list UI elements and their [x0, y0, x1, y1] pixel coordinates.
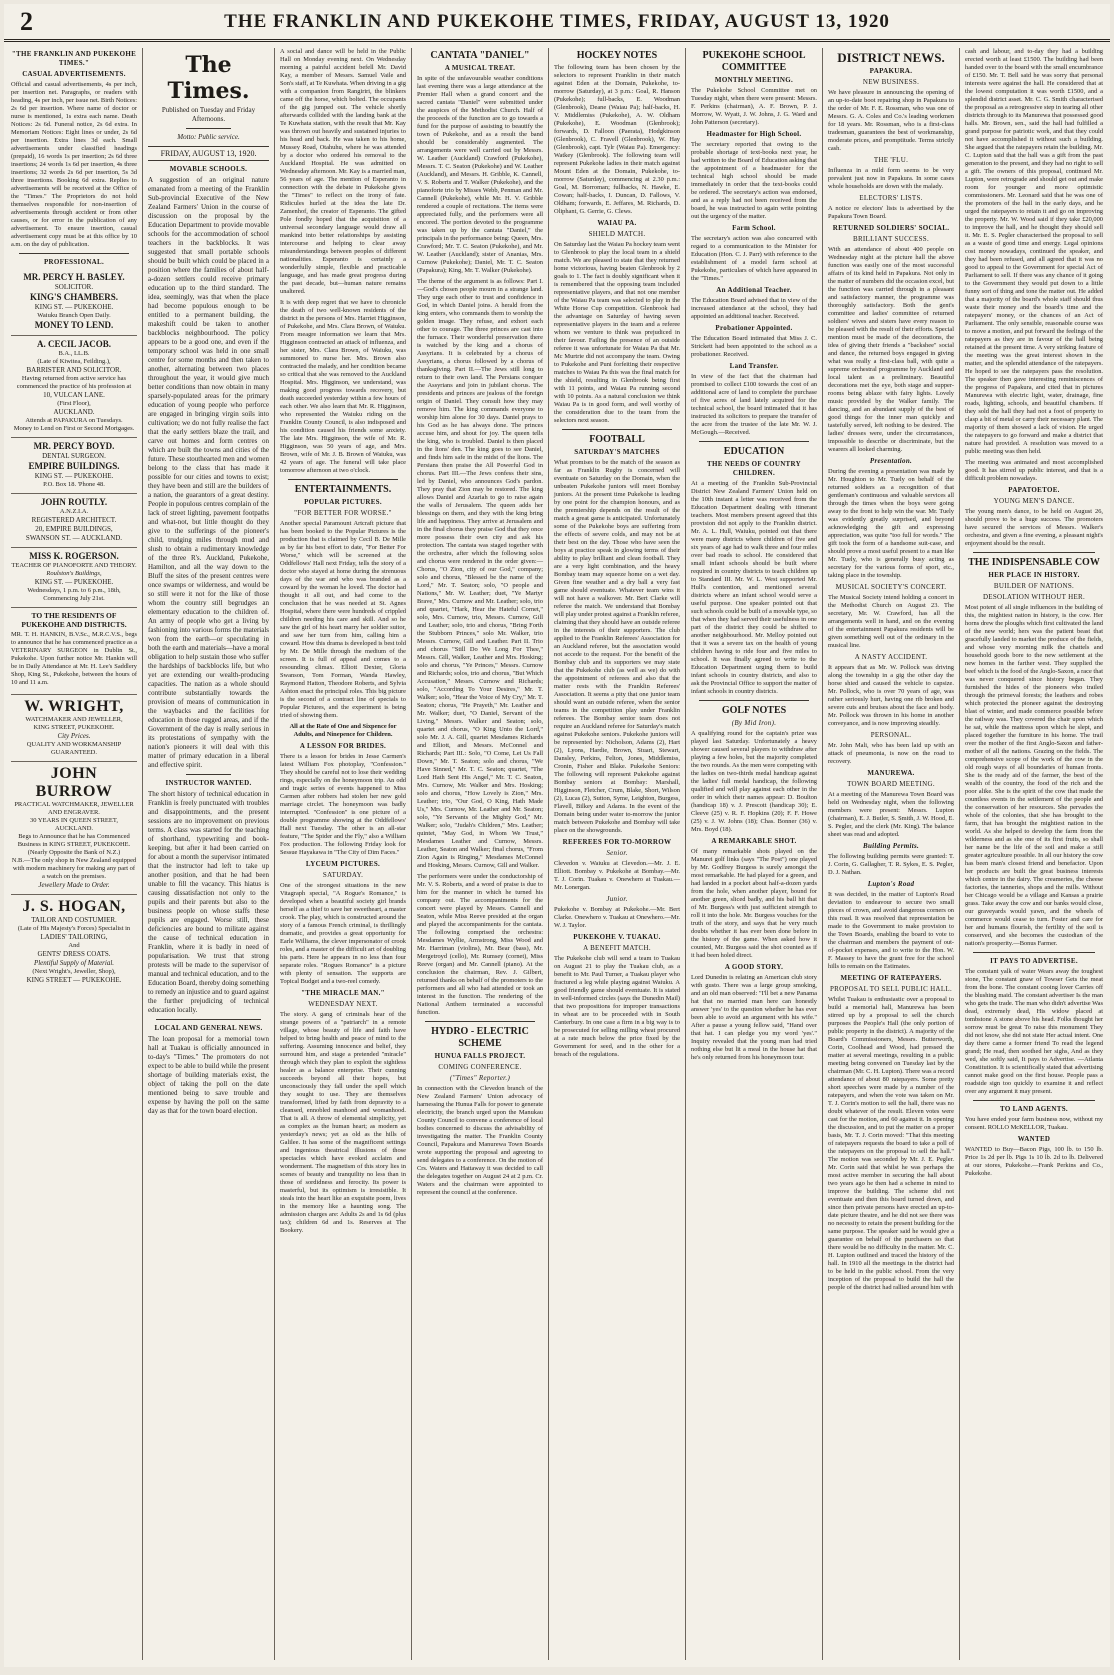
professional-head: PROFESSIONAL.	[43, 258, 105, 266]
for-better-heading: "FOR BETTER FOR WORSE."	[294, 509, 392, 517]
district-news-heading: DISTRICT NEWS.	[837, 50, 945, 65]
monthly-meeting-heading: MONTHLY MEETING.	[714, 76, 794, 84]
advertise-text: The constant yalk of water Wears away the toughest stone, The constant gnaw of Towser Gets the meat from the bone. The constant cooing lover Carries off the blushing maid. The constant advertiser Is the man who gets the trade. The man who didn't advertise Was dead, extremely dead, His widow placed at tombstone A stone above his head. Folks thought her sorrow must be great To raise this monument They did not know, she did not state Her actual intent. One day there came a former friend To read the legend grand; He read, then soothed her sighs, And as they wed, she softly said, It pays to Advertise. —Atlanta Constitution. It is scientifically stated that advertising cannot make good on the first house. People pass a roadside sign too quickly to examine it and reflect over any argument it may present.	[965, 968, 1103, 1095]
instructor-heading: INSTRUCTOR WANTED.	[165, 779, 252, 787]
casual-ads-head: CASUAL ADVERTISEMENTS.	[22, 70, 126, 78]
electors-lists-heading: ELECTORS' LISTS.	[859, 194, 923, 202]
senior-heading: Senior.	[606, 849, 628, 857]
probationer-text: The Education Board intimated that Miss J. C. Strickett had been appointed to the school as a probationer. Received.	[691, 335, 817, 358]
manurewa-heading: MANUREWA.	[867, 769, 915, 777]
additional-teacher-text: The Education Board advised that in view of the increased attendance at the school, they had appointed an additional teacher. Received.	[691, 297, 817, 320]
golf-text: A qualifying round for the captain's prize was played last Saturday. Unfortunately a heavy shower caused several players to withdraw after playing a few holes, but the majority completed the two rounds. As the men were competing with the ladies on two-thirds medal handicap against the ladies' full medal handicap, the following qualified and will play against each other in the order in which their names appear: D. Boulton (handicap 18) v. J. Prescott (handicap 30); E. Cleeve (25) v. R. F. Hopkins (20); F. F. Howe (25) v. J. W. Johns (18); Chas. Bonner (36) v. Mrs. Boyd (18).	[691, 730, 817, 833]
new-business-text: We have pleasure in announcing the opening of an up-to-date boot repairing shop in Papakura to the order of Mr. F. E. Rossman, who was one of Messrs. G. A. Coles and Co.'s leading workmen for 18 years. Mr. Rossman, who is a first-class tradesman, guarantees the best of workmanship, moderate prices, and promptitude. Terms strictly cash.	[828, 89, 954, 152]
soldiers-social-text: With an attendance of about 400 people on Wednesday night at the picture hall the above function was easily one of the most successful affairs of its kind held in Papakura. Not only in the matter of numbers did the occasion excel, but the function was carried through in a pleasant and satisfactory manner, the programme was thoroughly satisfactory. Both the gent's committee and ladies' committee of returned soldiers' wives and sisters have every reason to be pleased with the result of their efforts. Special mention must be made of the decorations, the idea of giving their friends a "backshee" social and dance, the returned boys engaged in giving what was really a first-class ball, with quite a supreme orchestral programme by Auckland and local talent as a preliminary. Beautiful decorations met the eye, both stage and supper-rooms being ablaze with fairy lights. Lovely music provided by the Walker family. The dancing, and an abundant supply of the best of good things for the inner man quickly and tastefully served, left nothing to be desired. The ladies' dresses were, under the circumstances, impossible to describe or discriminate, but the wearers all looked charming.	[828, 246, 954, 453]
editorial-text: A suggestion of an original nature emanated from a meeting of the Franklin Sub-provincial Executive of the New Zealand Farmers' Union in the course of discussion on the proposal by the Education Department to provide movable schools for the accommodation of school teachers in the backblocks. It was suggested that small portable schools should be built which could be placed in a position where the families of about half-a-dozen settlers could receive primary education up to the third standard. The idea, seemingly, was that when the place had become populous enough to be entitled to a permanent building, the makeshift could be taken to another backblocks neighbourhood. The policy appears to be a good one, and even if the temporary school was held in one small centre for some months and then taken to another, alternating between two places throughout the year, it would give much better conditions than now obtain in many sparsely-populated areas for the primary education of young people who perforce are engaged in bringing virgin soils into cultivation; we do not fully realise the fact that the early settlers blaze the trail, and carve out homes and form centres on which are built the towns and cities of the future. These stouthearted men and women belong to the class that has made it possible for our cities and towns to exist; they have been and still are the builders of a nation, the guarantors of a great destiny. People in populous centres complain of the lack of street lighting, pavement footpaths and what-not, but little thought do they give to the sufferings of the pioneer's child, trudging miles through mud and slush to obtain a rudimentary knowledge of the three R's. Auckland, Pukekohe, Hamilton, and all the way down to the Bluff the sites of the present centres were once swamps or wilderness, and would be so still were it not for the like of those whom the country still begrudges an elementary education to the children of. An army of people who get a living by fashioning into various forms the materials won from the earth—or speculating in both the earth and materials—have a moral obligation to help sustain those who suffer the hardships of backblocks life, but who yet are extending our wealth-producing capacities. The nation as a whole should contribute substantially towards the provision of means of communication in the waybacks and the facilities for education in those rugged areas, and if the Government of the day is really serious in its protestations of sympathy with the nation's pioneers it will deal with this matter of primary education in a liberal and effective spirit.	[148, 176, 269, 769]
divider	[973, 1100, 1095, 1101]
electors-lists-text: A notice re electors' lists is advertised by the Papakura Town Board.	[828, 205, 954, 220]
hydro-conference: COMING CONFERENCE.	[438, 1063, 522, 1071]
land-agents-text: You have ended your farm business now, without my consent. ROLLO McKELLOR, Tuakau.	[965, 1116, 1103, 1131]
land-transfer-heading: Land Transfer.	[729, 362, 779, 370]
musical-society-heading: MUSICAL SOCIETY'S CONCERT.	[835, 583, 947, 591]
divider	[562, 429, 672, 430]
ad-basley: MR. PERCY H. BASLEY. SOLICITOR. KING'S CHAMBERS. KING ST. — PUKEKOHE. Waiuku Branch Open Daily. MONEY TO LEND.	[11, 269, 137, 336]
cantata-heading: CANTATA "DANIEL"	[430, 50, 530, 61]
wanted-heading: WANTED	[1017, 1135, 1051, 1143]
hydro-heading: HYDRO - ELECTRIC SCHEME	[431, 1026, 529, 1049]
times-notice-head: "THE FRANKLIN AND PUKEKOHE TIMES."	[11, 50, 137, 67]
column-8	[960, 48, 1108, 1660]
personal-text: Mr. John Mali, who has been laid up with an attack of pneumonia, is now on the road to recovery.	[828, 742, 954, 765]
papatoetoe-heading: PAPATOETOE.	[1008, 486, 1060, 494]
education-heading: EDUCATION	[723, 446, 785, 457]
masthead	[4, 4, 1110, 42]
town-board-text: At a meeting of the Manurewa Town Board was held on Wednesday night, when the following members were present: Messrs. Lupton (chairman), E. J. Butler, S. Smith, J. W. Hood, E. S. Pegler, and the clerk (Mr. King). The balance sheet was read and adopted.	[828, 791, 954, 838]
building-permits-text: The following building permits were granted: T. J. Corin, G. Gallagher, T. R. Sykes, E. S. Pegler, D. J. Nathan.	[828, 853, 954, 876]
meeting-summary: The meeting was animated and most accomplished good. It has stirred up public interest, and that is a difficult problem nowadays.	[965, 459, 1103, 482]
nasty-accident-heading: A NASTY ACCIDENT.	[854, 653, 928, 661]
masthead-title: THE FRANKLIN AND PUKEKOHE TIMES, FRIDAY, AUGUST 13, 1920	[224, 10, 890, 32]
page-number: 2	[20, 6, 33, 36]
admission-note: All at the Rate of One and Sixpence for Adults, and Ninepence for Children.	[289, 723, 397, 738]
popular-pictures-heading: POPULAR PICTURES.	[304, 498, 382, 506]
brilliant-success-heading: BRILLIANT SUCCESS.	[852, 235, 930, 243]
desolation-heading: DESOLATION WITHOUT HER.	[982, 593, 1086, 601]
divider	[973, 952, 1095, 953]
ratepayers-heading: MEETING OF RATEPAYERS.	[840, 974, 942, 982]
good-story-heading: A GOOD STORY.	[724, 963, 784, 971]
football-heading: FOOTBALL	[589, 434, 645, 445]
nasty-accident-text: It appears that as Mr. W. Pollock was driving along the township in a gig the other day the horse shied and caused the vehicle to capsize. Mr. Pollock, who is over 70 years of age, was rather seriously hurt, having one rib broken and severe cuts and bruises about the face and body. Mr. Pollock was thrown in his home in another conveyance, and is now improving steadily.	[828, 664, 954, 727]
ad-rogerson: MISS K. ROGERSON. TEACHER OF PIANOFORTE AND THEORY. Roulston's Buildings, KING ST. — PUKEKOHE. Wednesdays, 1 p.m. to 6 p.m., 18th, Commencing July 21st.	[11, 548, 137, 608]
headmaster-text: The secretary reported that owing to the probable shortage of text-books next year, he had written to the Board of Education asking that the appointment of a headmaster for the technical high school should be made immediately in order that the text-books could be ordered. The secretary's action was endorsed, and as a reply had not been received from the board, he was instructed to again write pointing out the urgency of the matter.	[691, 141, 818, 220]
young-mens-dance-text: The young men's dance, to be held on August 26, should prove to be a huge success. The promoters have secured the services of Messrs. Walker's orchestra, and given a fine evening, a pleasant night's enjoyment should be the result.	[965, 508, 1103, 547]
editorial-heading: MOVABLE SCHOOLS.	[169, 165, 248, 173]
presentation-heading: Presentation.	[869, 457, 913, 465]
lyceum-text: One of the strongest situations in the new Vitagraph special, "A Rogue's Romance," is developed when a beautiful society girl brands herself as a thief to save her sweetheart, a master crook. The play, which is constructed around the story of a famous French criminal, is thrillingly dramatic, and provides a great opportunity for Earle Williams, the clever impersonator of crook roles, and a master of the difficult art of doubling his parts. Here he appears in no less than four separate roles. "Rogues Romance" is a picture with plenty of sensation. The supports are Topical Budget and a two-reel comedy.	[280, 882, 406, 985]
column-4	[412, 48, 549, 1660]
golf-byline: (By Mid Iron).	[731, 719, 777, 727]
football-subheading: SATURDAY'S MATCHES	[574, 448, 660, 456]
hockey-text: The following team has been chosen by the selectors to represent Franklin in their match against Eden at the Domain, Pukekohe, to-morrow (Saturday), at 3 p.m.: Goal, R. Hanson (Pukekohe); full-backs, E. Woodman (Glenbrook), Deane (Waiau Pa); half-backs, H. V. Middlemiss (Pukekohe), A. W. Oldham (Pukekohe), E. Woodman (Glenbrook); forwards, D. Falloon (Paerata), Hodgkinson (Glenbrook), C. Fravell (Glenbrook), W. Hay (Glenbrook), capt. Tylr (Waiau Pa). Emergency: Watkey (Glenbrook). The following team will represent Pukekohe ladies in their match against Mount Eden at the Domain, Pukekohe, to-morrow (Saturday), commencing at 2.30 p.m.: Goal, M. Borroman; fullbacks, N. Hawke, E. Cowan; half-backs, I. Duncan, D. Fallows, V. Oldham; forwards, E. Jeffares, M. Richards, D. Oliphant, G. Gerrie, G. Clews.	[554, 64, 680, 215]
ad-wright: W. WRIGHT, WATCHMAKER AND JEWELLER, KING STREET, PUKEKOHE. City Prices. QUALITY AND WORKMANSHIP GUARANTEED.	[11, 695, 137, 762]
land-agents-heading: TO LAND AGENTS.	[1000, 1105, 1068, 1113]
education-subheading: THE NEEDS OF COUNTRY CHILDREN.	[707, 460, 801, 477]
editorial-date: FRIDAY, AUGUST 13, 1920.	[148, 146, 269, 161]
hockey-heading: HOCKEY NOTES	[576, 50, 658, 61]
local-news-text: The loan proposal for a memorial town hall at Tuakau is officially announced in to-day's "Times." The promoters do not expect to be able to build while the present shortage of building materials exist, the object of taking the poll on the date mentioned being to save trouble and expense by having the poll on the same day as that for the town board election.	[148, 1035, 269, 1115]
ad-veterinary-notice: TO THE RESIDENTS OF PUKEKOHE AND DISTRICTS. MR. T. H. HANKIN, B.V.Sc., M.R.C.V.S., begs to announce that he has commenced practice as a VETERINARY SURGEON in Dublin St., Pukekohe. Upon further notice Mr. Hankin will be in Daily Attendance at Mr. H. Lee's Saddlery Shop, King St., Pukekohe, between the hours of 10 and 11 a.m.	[11, 608, 137, 695]
junior-referees: Pukekohe v. Bombay at Pukekohe.—Mr. Bert Clarke. Onewhero v. Tuakau at Onewhero.—Mr. W. J. Taylor.	[554, 906, 680, 929]
golf-heading: GOLF NOTES	[721, 705, 787, 716]
benefit-heading: PUKEKOHE V. TUAKAU.	[573, 933, 661, 941]
lesson-brides-heading: A LESSON FOR BRIDES.	[299, 742, 387, 750]
divider	[186, 128, 231, 129]
lyceum-heading: LYCEUM PICTURES.	[305, 860, 381, 868]
presentation-text: During the evening a presentation was made by Mr. Houghton to Mr. Tuely on behalf of the returned soldiers as a recognition of that gentleman's continuous and valuable services all through the times when the boys were going away to the front to help win the war. Mr. Tuely was evidently greatly surprised, and beyond acknowledging the gift and expressing appreciation, was quite "too full for words." The gift took the form of a handsome suit-case, and should prove a most useful present to a man like Mr. Tuely, who is generally busy acting as secretary for the various forms of sport, etc., taking place in the township.	[828, 468, 954, 579]
newspaper-page	[4, 4, 1110, 1667]
benefit-text: The Pukekohe club will send a team to Tuakau on August 21 to play the Tuakau club, as a benefit to Mr. Paul Turner, a Tuakau player who fractured a leg while playing against Waiuku. A good friendly game should eventuate. It is stated in well-informed circles (says the Dunedin Mail) that two propositions for improper transactions in wheat are to be proceeded with in South Canterbury. In one case a firm in a big way is to be prosecuted for selling milling wheat procured at a rate much below the price fixed by the Government for seed, and in the other for a breach of the regulations.	[554, 955, 680, 1058]
musical-society-text: The Musical Society intend holding a concert in the Methodist Church on August 23. The secretary, Mr. W. Crawford, has all the arrangements well in hand, and on the evening of the entertainment Papakura residents will be given something well out of the ordinary in the musical line.	[828, 594, 954, 649]
miracle-man-text: The story. A gang of criminals hear of the strange powers of a "patriarch" in a remote village, whose beauty of life and faith have helped to bring health and peace of mind to the suffering. Assuming innocence and belief, they surround him, and stage a pretended "miracle" through which they plan to exploit the sightless healer as a balance enterprise. Their cunning succeeds beyond all their hopes, but unconsciously they fall under the spell which they sought to use. They are themselves transformed, lifted by faith from depravity to a cleansed, ennobled manhood and womanhood. That is all. A throw of elemental simplicity, yet as complex as the human heart; as modern as yesterday's news; yet as old as the hills of Galilee. It has some of the magnificent settings and ingenious theatrical illusions of those spectacles which have evoked acclaim and wonderment. The magnetism of this story lies in scenes of beauty and tranquility no less than in those of sordidness and ferocity. Its power is masterful, but its optimism is irresistible. It steals into the heart like an exquisite poem, lives in the memory like a haunting song. The admission charges are: Adults 2s and 1s 6d (plus tax); children 6d and 1s. Reserves at The Bookery.	[280, 1011, 406, 1234]
casual-ads-text: Official and casual advertisements, 4s per inch, per insertion net. Paragraphs, or readers with heading, 4s per inch, per issue net. Birth Notices: 2s 6d per insertion. Where name of doctor or nurse is mentioned, 1s extra each name. Death Notices: 2s 6d. Funeral notice, 2s 6d extra. In Memoriam Notices: Eight lines or under, 2s 6d per insertion. Extra lines 3d each. Small advertisements under classified headings (prepaid), 16 words 1s per insertion; 2s 6d three insertions; 24 words 1s 6d per insertion, 4s three insertions; 32 words 2s 6d per insertion, 5s 3d three insertions. Booking 6d extra. Replies to advertisements will be received at the Office of the "Times." The Proprietors do not hold themselves responsible for non-insertion of advertisements through accident or from other causes, or for error in the publication of any advertisement. To ensure insertion, casual advertisement copy must be at this office by 10 a.m. on the day of publication.	[11, 81, 137, 248]
popular-pictures-text: Another special Paramount Artcraft picture that has been booked to the Popular Pictures is the production that is claimed by Cecil B. De Mille as by far his best effort to date, "For Better For Worse," which will be screened at the Oddfellows' Hall next Friday, tells the story of a doctor who stayed at home during the strenuous days of the war and who was branded as a coward by the woman he loved. The doctor had thought it all out, and had come to the conclusion that he was needed at St. Agnes Hospital, where there were hundreds of crippled children needing his care and skill. And so he saw the girl of his heart marry her soldier suitor, and saw her turn from him, calling him a coward. How this drama is developed is best told by Mr. De Mille through the medium of the screen. It is full of appeal and comes to a resounding climax. Elliott Dexter, Gloria Swanson, Tom Forman, Wanda Hawley, Raymond Hatton, Theodore Roberts, and Sylvia Ashton enact the principal roles. This big picture is the second of a contract line of specials to Popular Pictures, and the experiment is being tried of showing them.	[280, 520, 406, 719]
entertainments-heading: ENTERTAINMENTS.	[294, 484, 392, 495]
new-business-heading: NEW BUSINESS.	[862, 78, 920, 86]
luptons-road-heading: Lupton's Road	[867, 880, 915, 888]
good-story-text: Lord Dunedin is relating an American club story with gusto. There was a large group smoking, and an old man observed: "I'll bet a new Panama hat that no married man here can honestly answer 'yes' to the question whether he has ever been able to avoid an argument with his wife." After a pause a young fellow said, "Hand over that hat. I can pledge you my word 'yes'." Inquiry revealed that the young man had tried nothing else but lit a meal in the house hat that he's only returned from his honeymoon tour.	[691, 974, 817, 1061]
benefit-subheading: A BENEFIT MATCH.	[583, 944, 651, 952]
times-logo: The Times.	[167, 52, 250, 104]
ad-hogan: J. S. HOGAN, TAILOR AND COSTUMIER. (Late of His Majesty's Forces) Specialist in LADIES' TAILORING, And GENTS' DRESS COATS. Plentiful Supply of Material. (Next Wright's, Jeweller, Shop), KING STREET — PUKEKOHE.	[17, 898, 131, 984]
hydro-reporter: ("Times" Reporter.)	[449, 1074, 511, 1082]
farm-school-text: The secretary's action was also concurred with regard to a communication to the Minister for Education (Hon. C. J. Parr) with reference to the establishment of a model farm school at Pukekohe, particulars of which have appeared in the "Times."	[691, 235, 817, 282]
additional-teacher-heading: An Additional Teacher.	[716, 286, 792, 294]
column-1	[6, 48, 143, 1660]
shield-match-heading: SHIELD MATCH.	[588, 230, 646, 238]
column-7	[823, 48, 960, 1660]
miracle-man-day: WEDNESDAY NEXT.	[308, 1000, 378, 1008]
papakura-heading: PAPAKURA.	[869, 67, 913, 75]
school-committee-text: The Pukekohe School Committee met on Tuesday night, when there were present: Messrs. F. Perkins (chairman), A. F. Brown, P. J. Morrow, W. Wyatt, J. W. Johns, J. G. Ward and John Patterson (secretary).	[691, 87, 817, 126]
divider	[288, 479, 398, 480]
builder-nations-heading: BUILDER OF NATIONS.	[993, 582, 1075, 590]
farm-school-heading: Farm School.	[732, 224, 776, 232]
publication-days: Published on Tuesday and Friday Afternoons.	[161, 106, 256, 123]
cow-heading: THE INDISPENSABLE COW	[968, 557, 1100, 568]
ad-burrow: JOHN BURROW PRACTICAL WATCHMAKER, JEWELLER AND ENGRAVER. 30 YEARS IN QUEEN STREET, AUCKLAND. Begs to Announce that he has Commenced Business in KING STREET, PUKEKOHE. (Nearly Opposite the Bank of N.Z.) N.B.—The only shop in New Zealand equipped with modern machinery for making any part of a watch on the premises. Jewellery Made to Order.	[11, 762, 137, 895]
lesson-brides-text: There is a lesson for brides in Jesse Carmen's latest William Fox photoplay, "Confession." They should be careful not to lose their wedding rings, especially on the honeymoon trip. An odd and tragic series of events happened to Miss Carmen after robbers had stolen her new gold marriage circlet. The honeymoon was badly interrupted. "Confession" is one picture of a double programme showing at the Oddfellows' Hall next Tuesday. The other is an all-star feature, "The Spider and the Fly," also a William Fox production. The following Friday look for Sessue Hayakawa in "The City of Dim Faces."	[280, 753, 406, 856]
flu-heading: THE 'FLU.	[873, 156, 909, 164]
column-6	[686, 48, 823, 1660]
column-2	[143, 48, 275, 1660]
school-committee-heading: PUKEKOHE SCHOOL COMMITTEE	[702, 50, 806, 73]
probationer-heading: Probationer Appointed.	[715, 324, 793, 332]
ad-routly: JOHN ROUTLY. A.N.Z.I.A. REGISTERED ARCHITECT. 20, EMPIRE BUILDINGS, SWANSON ST. — AUCKLAND.	[11, 494, 137, 548]
waiau-pa-text: On Saturday last the Waiau Pa hockey team went to Glenbrook to play the local team in a shield match. We are pleased to state that they returned home victorious, having beaten Glenbrook by 2 goals to 1. The fact is doubly significant when it is remembered that the opposing team included representative players, and that not one member of the Waiau Pa team was selected to play in the White Horse Cup competition. Glenbrook had the advantage on Saturday of having seven representative players in the team and a referee whom we venture to think was prejudiced in their favour. Failing the presence of an outside referee it was unfortunate for Waiau Pa that Mr. Mc Murtrie did not accompany the team. Owing to Pukekohe and Puni forfeiting their respective matches to Waiau Pa this was the final match for the shield, resulting in Glenbrook being first with 11 points, and Waiau Pa running second with 10 points. As a natural conclusion we think Waiau Pa is in good form, and well worthy of the consideration due to the team from the selectors next season.	[554, 241, 680, 424]
local-news-continued: A social and dance will be held in the Public Hall on Monday evening next. On Wednesday morning a painful accident befell Mr. David Kay, a member of Messrs. Samuel Vaile and Son's staff, at Te Kuwhata. When driving in a gig with a companion from Rangiriri, the blinkers came off the horse, which bolted. The occupants of the gig jumped out. The vehicle shortly afterwards collided with the landing bank at the Te Kuwhata station, with the result that Mr. Kay was thrown out heavily and sustained injuries to his head and back. He was taken to his home, Mussey Road, Otahuhu, where he was attended by a doctor who ordered his removal to the Auckland Hospital. He was admitted on Wednesday afternoon. Mr. Kay is a married man, 56 years of age. The mention of Esperanto in connection with the debate in Pukekohe gives the "Times" to reflect on the irony of fate. Ridicules hurled at the idea the late Dr. Zamenhof, the creator of Esperanto. The gifted Pole fondly hoped that the acquisition of a universal secondary language would draw all mankind into better relationships by assisting intercourse and helping to clear away misunderstandings between peoples of different nationalities. Esperanto is certainly a wonderfully simple, flexible and practicable language, and has made great progress during the past decade, but—human nature remains unaltered.	[280, 48, 406, 295]
divider	[973, 552, 1095, 553]
flu-text: Influenza in a mild form seems to be very prevalent just now in Papakura. In some cases whole households are down with the malady.	[828, 167, 954, 190]
football-text: What promises to be the match of the season as far as Franklin Rugby is concerned will eventuate on Saturday on the Domain, when the unbeaten Pukekohe juniors will meet Bombay juniors. At the present time Pukekohe is leading by one point for the champion honours, and as the premiership depends on the result of the match a great game is anticipated. Unfortunately some of the Pukekohe boys are suffering from the effects of severe colds, and may not be at their best on the day. Those who have seen the boys at practice speak in glowing terms of their ability to play brilliant and clean football. They are a very light combination, and the heavy Bombay team may squeeze home on a wet day. Given fine weather and a dry ball a very fast game should eventuate. Whatever team wins it will not have a walkover. Mr. Bert Clarke will referee the match. We understand that Bombay will play under protest against a Franklin referee, claiming that they should have an outside referee in the interests of their supporters. The club applied to the Franklin Referees' Association for an Auckland referee, but the association would not accede to the request. For the benefit of the Bombay club and its supporters we may state that the Pukekohe club (as well as we) do with the appointment of referees and also that the matter rests with the Franklin Referees' Association. It seems a pity that one junior team should want an outside referee, when the senior teams in the competition play under Franklin referees. The Bombay senior team does not require an Auckland referee for Saturday's match against Pukekohe seniors. Pukekohe juniors will be represented by: Nicholson, Adams (2), Hart (2), Lyons, Hardie, Brown, Stuart, Stewart, Dansley, Perkins, Felton, Jones, Middlemiss, Cronin, Fisher and Blake. Pukekohe Seniors: The following will represent Pukekohe against Bombay seniors at Bombay: Marshall, Higginson, Fletcher, Crum, Blake, Short, Wilson (2), Lucas (2), Sutton, Syme, Leighton, Burgess, Flavell, Bilkey and Adams. In the event of the Domain being under water to-morrow the junior match between Pukekohe and Bombay will take place on the showgrounds.	[554, 459, 680, 834]
wanted-text: WANTED to Buy—Bacon Pigs, 100 lb. to 150 lb. Price 1s 2d per lb. Pigs 1s 10 lb. 2d to lb. Delivered at our stores, Pukekohe.—Frank Perkins and Co., Pukekohe.	[965, 1146, 1103, 1177]
headmaster-heading: Headmaster for High School.	[706, 130, 802, 138]
senior-referees: Clevedon v. Waiuku at Clevedon.—Mr. J. E. Elliott. Bombay v. Pukekohe at Bombay.—Mr. T. J. Corin. Tuakau v. Onewhero at Tuakau.—Mr. Lonergan.	[554, 860, 680, 891]
waiau-pa-heading: WAIAU PA.	[597, 219, 637, 227]
local-news-heading: LOCAL AND GENERAL NEWS.	[154, 1024, 263, 1032]
divider	[425, 1021, 535, 1022]
ad-jacob: A. CECIL JACOB. B.A., LL.B. (Late of Kiwitea, Feilding.), BARRISTER AND SOLICITOR. Having returned from active service has commenced the practice of his profession at 10, VULCAN LANE. (First Floor), AUCKLAND. Attends at PAPAKURA on Tuesdays. Money to Lend on First or Second Mortgages.	[11, 336, 137, 438]
cantata-subheading: A MUSICAL TREAT.	[444, 64, 516, 72]
luptons-road-text: It was decided, in the matter of Lupton's Road deviation to endeavour to secure two small pieces of crown, and avoid dangerous corners on this road. It was resolved that representation be made to the Government to make provision to the Town Boards, enabling the board to vote to the chairman and members the payment of out-of-pocket expenses, and to write to the Hon. W. F. Massey to have the grant free for the school hills to remain on the Estimates.	[828, 891, 954, 970]
miracle-man-heading: "THE MIRACLE MAN."	[301, 989, 385, 997]
remarkable-shot-heading: A REMARKABLE SHOT.	[711, 837, 797, 845]
soldiers-social-heading: RETURNED SOLDIERS' SOCIAL.	[832, 224, 950, 232]
column-5	[549, 48, 686, 1660]
instructor-text: The short history of technical education in Franklin is freely punctuated with troubles and disappointments, and the present sessions are no improvement on previous terms. A class was started for the teaching of shorthand, typewriting and book-keeping, but after it had been carried on for about a month the supervisor intimated that the instructor had left to take up another position, and that he had been unable to fill the vacancy. This hiatus is causing dissatisfaction not only to the pupils and their parents but also to the business people on whose staffs these pupils are engaged. Worse still, these deficiencies are bound to militate against the cause of technical education in Franklin, where it is badly in need of popularisation. We trust that strong protests will be made to the supervisor of manual and technical education, and to the Education Board, thereby doing something to remedy an injustice and to guard against the further prejudicing of technical education locally.	[148, 790, 269, 1014]
town-board-heading: TOWN BOARD MEETING.	[847, 780, 935, 788]
young-mens-dance-heading: YOUNG MEN'S DANCE.	[993, 497, 1075, 505]
column-grid	[6, 48, 1108, 1660]
cantata-text-1: In spite of the unfavourable weather conditions last evening there was a large attendance at the Premier Hall when a grand concert and the sacred cantata "Daniel" were submitted under the auspices of the Methodist Church. Half of the proceeds of the function are to go towards a fund for the purpose of assisting to beautify the town of Pukekohe, and as a result the band should be considerably augmented. The arrangements were well carried out by Messrs. W. Leather (Auckland) Crawford (Pukekohe), Messrs. T. C. Seaton (Pukekohe) and W. Leather (Auckland), and Messrs. H. Gribble, K. Cannell, V. S. Roberts and T. Walker (Pukekohe), and the pianoforte trio by Misses Webb, Penman and Mr. Cannell (Pukekohe), while Mr. H. V. Gribble rendered a couple of recitations. The items were appreciated fully, and the performers were all encored. The portion devoted to the programme was taken up by the cantata "Daniel," the principals in the performance being: Queen, Mrs. Crawford; Mr. T. C. Seaton (Pukekohe), and Mr. W. Leather (Auckland); sister of Ananias, Mrs. Curnow (Pukekohe); Daniel, Mr. T. C. Seaton (Papakura); King, Mr. T. Walker (Pukekohe).	[417, 75, 543, 274]
sell-hall-text: Whilst Tuakau is enthusiastic over a proposal to build a memorial hall, Manurewa has been stirred up by a proposal to sell the church purposes the People's Hall (the only portion of public property in the district). A majority of the Board's Commissioners, Messrs. Butterworth, Corin, Coolhead and Wood, had pressed the matter at several meetings, resulting in a public meeting being convened on Tuesday last by the chairman (Mr. C. H. Lupton). There was a record attendance of about 80 ratepayers. Some pretty short speeches were made by a number of the ratepayers, and when the vote was taken on Mr. T. J. Corin's motion to sell the hall, there was no doubt whatever of the result. Eleven votes were cast for the motion, and 60 against it. In opening the discussion, and to put the matter on a proper basis, Mr. T. J. Corin moved: "That this meeting of ratepayers requests the board to take a poll of the ratepayers on the proposal to sell the hall." The motion was seconded by Mr. J. E. Pegler. Mr. Corin said that whilst he was perhaps the most active member in securing the hall about two years ago he then had a scheme in mind to improve the building. The scheme did not eventuate and then this board turned down, and since then private persons have erected an up-to-date picture theatre, and he did not see there was no necessity to retain the present building for the same purpose. The speaker said he would give a guarantee on behalf of the purchasers so that there would be no difficulty in the matter. Mr. C. H. Lupton outlined and traced the history of the hall. In 1910 all the meetings in the district had to be held in the public school. From the very inception of the proposal to build the hall the people of the district had rallied around him with	[828, 996, 954, 1291]
ad-boyd: MR. PERCY BOYD. DENTAL SURGEON. EMPIRE BUILDINGS. KING ST. — PUKEKOHE. P.O. Box 18. 'Phone 48.	[11, 438, 137, 494]
cantata-text-2: The theme of the argument is as follows: Part I.—God's chosen people mourn in a strange land. They urge each other to trust and confidence in God, in which Daniel joins. A herald from the king enters, who commands them to worship the golden image. They refuse, and exhort each other to courage. The three princes are cast into the furnace. Their wonderful preservation there is watched by the king and a chorus of Assyrians. It is celebrated by a chorus of Assyrians, a chorus followed by a chorus of thanksgiving. Part II.—The Jews still long to return to their own land. The Persians conquer the Assyrians and join in jubilant chorus. The presidents and princes are jealous of the foreign origin of Daniel. They consult how they may remove him. The king commands everyone to worship him alone for 30 days. Daniel prays to his God as he has always done. The princes accuse him, and shout for joy. The queen tells the king, who is troubled. Daniel is then placed in the lions' den. The king goes to see Daniel, and finds him safe in the midst of the lions. The Persians then praise the All Powerful God in chorus. Part III.—The Jews confess their sins, led by Daniel, who announces God's pardon. They pray that Zion may be restored. The king allows Daniel and Azariah to go to raise again the walls of Jerusalem. The queen adds her blessings on them, and they with the king bring life and happiness. They arrive at Jerusalem and in the final chorus they praise God that they once more possess their own city and ask his protection. The cantata was staged together with the orchestra, after which the following solos and chorus were rendered in the order given:—Chorus, "O Zion, city of our God," company; solo and chorus, "Blessed be the name of the Lord," Mr. T. Seaton; solo, "O people and Nations," Mr. W. Leather; duet, "Ye Martyr Brave," Mrs. Curnow and Mr. Leather; solo, trio and quartet, "Hark, Hear the Hateful Cornet," solo, Mrs. Curnow, trio, Messrs. Curnow, Gill and Leather; solo, trio and chorus, "Bring Forth the Stubborn Princes," solo Mr. Walker, trio Messrs. Curnow, Gill and Leather. Part II. Trio and chorus "Still Do We Long For Thee," Messrs. Gill, Walker, Leather and Mrs. Hosking; solo and chorus, "Ye Princes," Messrs. Curnow and Richards; solos, trio and chorus, "But Which Accusation," Messrs. Curnow and Richards; solo, "According To Your Desires," Mr. T. Walker; solo, "Hear the Voice of My Cry," Mr. T. Seaton; chorus, "He Prayeth," Mr. Leather and Mr. Walker; duet, "O Daniel, Servant of the Living," Messrs. Walker and Seaton; solo, quartet and chorus, "O King Unto the Lord," solo Mr. J. A. Gill, quartet Mesdames Richards and Elliott, and Messrs. McConnel and Richards; Part III.: Solo, "O Come, Let Us Fall Down," Mr. T. Seaton; solo and chorus, "We Have Sinned," Mr. T. C. Seaton; quartet, "The Lord Hath Sent His Angel," Mr. T. C. Seaton, Mrs. Curnow, Mr. Walker and Mrs. Hosking; solo and chorus, "How Lovely is Zion," Mrs. Leather; trio, "Our God, O King, Hath Made Us," Mrs. Curnow, Mr. Leather and Mr. Seaton; solo, "Ye Servants of the Mighty God," Mr. Walker; solo, "Judah's Children," Mrs. Leather; quintet, "May God, in Whom We Trust," Mesdames Leather and Curnow, Messrs. Leather, Seaton and Walker; final chorus, "From Zion Again is Ringing," Mesdames McConnel and Hosking, Messrs. Curnow, Gill and Walker.	[417, 278, 543, 869]
advertise-heading: IT PAYS TO ADVERTISE.	[990, 957, 1078, 965]
cow-text: Most potent of all single influences in the building of this, the mightiest nation in history, is the cow. Her horns drew the ploughs which first cultivated the land of the new world; hers was the patient beast that gracefully landed to market the produce of the fields, and whose very morning milk the chattels and household goods bore to the new settlement at the new homes in the farther west. They supplied the beef which is the food of the Anglo-Saxon, a race that was never conquered since history began. They furnished the hides of the pioneers who trailed through the primeval forests; the leathers and robes which protected the pioneer against the destroying blast of winter, and made commerce possible before the railway was. They covered the chair upon which he sat, while the mattress upon which he slept, and placed together the furniture in his home. The trail over the mother of the first Anglo-Saxon and father-mother of all the nations. Grazing on the fields. The comprehensive scope of the work of the cow in the old rough ways of all boundaries of human fronts. She is the ready aid of the farmer, the best of the wealth of the country, the food of the rich and the poor alike. She is the spirit of the cow that made the countless events in the settlement of the people and the conservation of her resources. She pervades the whole of the colonies, that she has brought to the farm, that has brought the mightiest nation in the world. As she helped to develop the farm from the wilderness and as she one of its first fruits, so shall her name be the life of the soil and make a still greater agriculture possible. In all our history the cow has been man's closest friend and benefactor. Upon her products are built the great business interests which centre in the dairy. The creameries, the cheese factories, the tanneries, shops and the mills. Without her Chicago would be a village and Kansas a prairie grass. Take away the cow and our banks would close, our graveyards would yawn, and the wheels of commerce would cease to turn. Foster and care for her and humans flourish, the fertility of the soil is conserved, and she becomes the custodian of the nation's prosperity.—Bonus Farmer.	[965, 604, 1103, 947]
hydro-text: In connection with the Clevedon branch of the New Zealand Farmers' Union advocacy of harnessing the Hunua Falls for power to generate electricity, the branch urged upon the Manukau County Council to convene a conference of local bodies concerned to discuss the advisability of investigating the matter. The Franklin County Council, Papakura and Manurewa Town Boards wrote supporting the proposal and agreeing to send delegates to a conference. On the motion of Crs. Waters and Hattaway it was decided to call the delegates together on August 24 at 2 p.m. Cr. Waters and the chairman were appointed to represent the council at the conference.	[417, 1085, 543, 1196]
personal-heading: PERSONAL.	[870, 731, 912, 739]
divider	[156, 1019, 261, 1020]
remarkable-shot-text: Of many remarkable shots played on the Manurei golf links (says "The Post") one played by Mr. Godfrey Burgess is surely amongst the most remarkable. He had played for a green, and had landed in a pocket about half-a-dozen yards from the hole, when another player, bound for another green, sliced badly, and his ball hit that of Mr. Burgess's with just sufficient strength to roll it into the hole. Mr. Burgess vouches for the truth of the story, and says that he very much doubts whether it has ever been done before in the history of the game. When asked how it counted, Mr. Burgess said the shot counted as if it had been holed direct.	[691, 848, 817, 959]
cantata-text-3: The performers were under the conductorship of Mr. V. S. Roberts, and a word of praise is due to him for the manner in which he turned his company out. The accompaniments for the concert were played by Messrs. Cannell and Seaton, while Miss Reeve presided at the organ and played the accompaniments for the cantata. The following comprised the orchestra: Mesdames Wyllie, Armstrong, Miss Wood and Mr. Harriman (violins), Mr. Bear (bass), Mr. Mergetroyd (cello), Mr. Rumsey (cornet), Miss Reeve (organ) and Mr. Cannell (piano). At the conclusion the chairman, Rev. J. Gilbert, returned thanks on behalf of the promoters to the performers and all who had attended or took an interest in the function. The rendering of the National Anthem terminated a successful function.	[417, 873, 543, 1016]
cow-subheading: HER PLACE IN HISTORY.	[988, 571, 1080, 579]
land-transfer-text: In view of the fact that the chairman had promised to collect £100 towards the cost of an additional acre of land to complete the purchase of five acres of land lately acquired for the technical school, the board intimated that it has instructed its solicitors to prepare the transfer of the acre from the trustee of the late Mr. W. J. McGough.—Received.	[691, 373, 817, 436]
sell-hall-heading: PROPOSAL TO SELL PUBLIC HALL.	[829, 985, 953, 993]
column-3	[275, 48, 412, 1660]
education-text: At a meeting of the Franklin Sub-Provincial District New Zealand Farmers' Union held on the 10th instant a letter was received from the Education Department dealing with itinerant teachers. Most members present agreed that this provision did not apply to the Franklin district. Mr. A. L. Hull, Waiuku, pointed out that there were many districts where children of five and six years of age had to walk three and four miles over bad roads to school. He considered that small infant schools should be built where required in country districts to teach children up to Standard III. Mr. W. L. West supported Mr. Hull's contention, and mentioned several districts where an infant school would serve a useful purpose. One speaker pointed out that such schools could be built of a movable type, so that when they had served their usefulness in one part of the district they could be shifted to another neighbourhood. Mr. Melloy pointed out that it was a severe tax on the health of young children having to ride four and five miles to school. It was finally agreed to write to the Education Department urging them to build infant schools in country districts, and also to ask the Provincial Office to support the matter of infant schools in country districts.	[691, 480, 817, 695]
junior-heading: Junior.	[606, 895, 628, 903]
divider	[186, 774, 231, 775]
divider	[699, 441, 809, 442]
obituary-text: It is with deep regret that we have to chronicle the death of two well-known residents of the district in the persons of Mrs. Harriet Higginson, of Pukekohe, and Mrs. Clara Brown, of Waiuku. From meagre information we learn that Mrs. Higginson contracted an attack of influenza, and her sister, Mrs. Clara Brown, of Waiuku, was summoned to nurse her. Mrs. Brown also contracted the malady, and her condition became so critical that she was removed to the Auckland Hospital. Mrs. Higginson, we understand, was making good progress towards recovery, but death succeeded yesterday within a few hours of each other. We also learn that Mr. R. Higginson, who represented the Waiuku riding on the Franklin County Council, is also indisposed and his condition caused his friends some anxiety. The late Mrs. Higginson, the wife of Mr. R. Higginson, was 50 years of age, and Mrs. Brown, wife of Mr. J. B. Brown of Waiuku, was 42 years of age. The funeral will take place tomorrow afternoon at two o'clock.	[280, 299, 406, 474]
hydro-subheading: HUNUA FALLS PROJECT.	[434, 1052, 526, 1060]
motto: Motto: Public service.	[177, 133, 240, 141]
divider	[19, 253, 129, 254]
building-permits-heading: Building Permits.	[862, 842, 920, 850]
divider	[699, 700, 809, 701]
sell-hall-continued: cash and labour, and to-day they had a building erected worth at least £1500. The building had been handed over to the board with the small encumbrance of £150. Mr. T. Bell said he was sorry that personal interests were against the hall. He considered that at the lowest computation it was worth £1500, and a splendid district asset. Mr. C. G. Smith characterised the proposal as a retrogressive step in tearing all other districts through to its Manurewa that possessed good halls. Mr. Brown, sen., said the hall had fulfilled a grand purpose for patriotic work, and that they could not have accomplished it without such a building. She argued that the ratepayers retain the building. Mr. C. Lupton said that the hall was a gift from the past generation to the present, and they had no right to sell a gift. The owners of this proposal, continued Mr. Lupton, were retrograde and should get out and make room for younger and more optimistic commissioners. Mr. Leonard said that he was one of the promoters of the hall in the early days, and he urged the ratepayers to retain it and go on improving the property. Mr. W. Wood said if they take £20,000 to improve the hall, and he thought they should sell it. Mr. E. S. Pegler characterised the proposal to sell as a waste of good time and energy. Legal opinions cost money nowadays, continued the speaker, and they had been refused, and all agreed that it was no good to appeal to the Government for special Act of Parliament to sell. If there was any chance of it going to the Government they would put down to a little funny sort of thing and tone the matter out. He added that a majority of the board's whole staff should thus waste their money and the board's time and the ratepayers' money, or the chances of an Act of Parliament. The only sensible, reasonable course was to move a motion, and put forward the feelings of the ratepayers as they are in favour of the hall being retained at the present time. A very striking feature of the meeting was the great interest shown in the matter, and the splendid attendance of the ratepayers. He hoped to see the ratepayers pass the resolution. The speaker then gave interesting reminiscences of the progress of Papakura, and cited that in pictures Manurewa with electric light, water, drainage, fine roads, lighting, schools, and beautiful chambers. If they sold the hall they had not a foot of property to clasp a bit of metal or carry their necessary plant. The majority of them showed a lack of vision. He urged the ratepayers to go forward and make a district that nature had provided. A resolution was moved to a public meeting was then held.	[965, 48, 1103, 455]
referees-heading: REFEREES FOR TO-MORROW	[562, 838, 672, 846]
lyceum-day: SATURDAY.	[322, 871, 364, 879]
